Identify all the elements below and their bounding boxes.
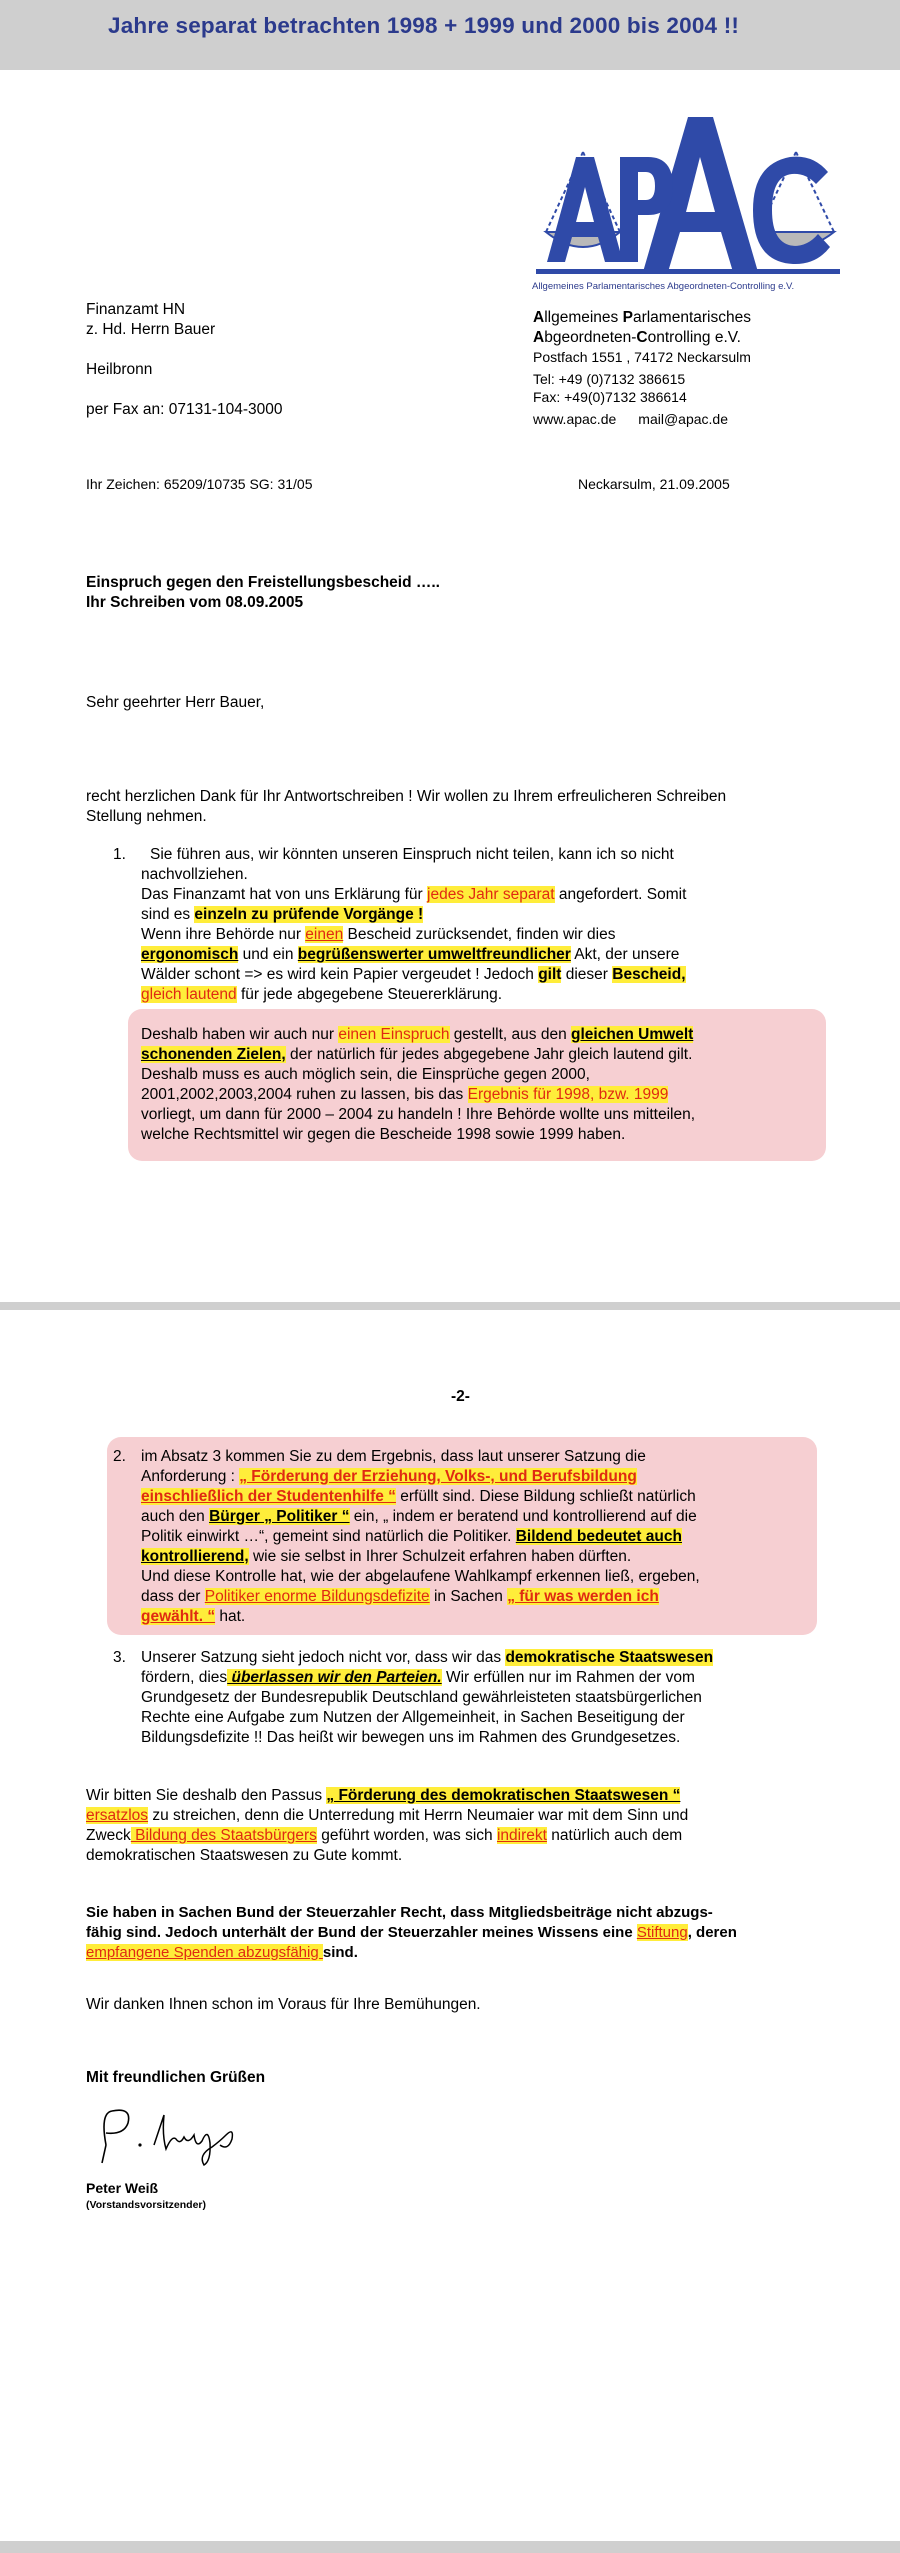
point2-line3: einschließlich der Studentenhilfe “ erfüllt sind. Diese Bildung schließt natürlich (141, 1488, 696, 1505)
box1-line2: schonenden Zielen, der natürlich für jedes abgegebene Jahr gleich lautend gilt. (141, 1046, 693, 1063)
box1-text (141, 1025, 811, 1145)
sender-tel: Tel: +49 (0)7132 386615 (533, 371, 686, 387)
point3-line4: Rechte eine Aufgabe zum Nutzen der Allgemeinheit, in Sachen Beseitigung der (141, 1709, 685, 1726)
signatory-name: Peter Weiß (86, 2180, 159, 2196)
point1-number: 1. (113, 846, 126, 863)
request-line1: Wir bitten Sie deshalb den Passus „ Förderung des demokratischen Staatswesen “ (86, 1787, 681, 1804)
reference-code: Ihr Zeichen: 65209/10735 SG: 31/05 (86, 476, 313, 492)
salutation: Sehr geehrter Herr Bauer, (86, 694, 265, 711)
subject-line1: Einspruch gegen den Freistellungsbescheid ….. (86, 574, 440, 591)
point1-line4: Wenn ihre Behörde nur einen Bescheid zurücksendet, finden wir dies (141, 926, 616, 943)
sender-mail-link[interactable]: mail@apac.de (638, 411, 728, 427)
apac-logo (528, 112, 848, 302)
point3-line2: fördern, dies überlassen wir den Parteien. Wir erfüllen nur im Rahmen der vom (141, 1669, 695, 1686)
point3-number: 3. (113, 1649, 126, 1666)
request-paragraph (86, 1786, 816, 1866)
point2-line5: Politik einwirkt …“, gemeint sind natürlich die Politiker. Bildend bedeutet auch (141, 1528, 682, 1545)
box1-line4: 2001,2002,2003,2004 ruhen zu lassen, bis das Ergebnis für 1998, bzw. 1999 (141, 1086, 669, 1103)
recipient-line1: Finanzamt HN (86, 301, 186, 318)
point1-line1: Sie führen aus, wir könnten unseren Einspruch nicht teilen, kann ich so nicht nachvollziehen. (141, 846, 674, 883)
subject-line2: Ihr Schreiben vom 08.09.2005 (86, 594, 304, 611)
sender-web-link[interactable]: www.apac.de (533, 411, 617, 427)
sender-name-line2: Abgeordneten-Controlling e.V. (533, 329, 741, 346)
box1-line6: welche Rechtsmittel wir gegen die Bescheide 1998 sowie 1999 haben. (141, 1126, 626, 1143)
banner-title: Jahre separat betrachten 1998 + 1999 und 2000 bis 2004 !! (108, 13, 740, 38)
signature (92, 2105, 262, 2175)
sender-fax: Fax: +49(0)7132 386614 (533, 389, 687, 405)
recipient-fax: per Fax an: 07131-104-3000 (86, 401, 283, 418)
logo-caption: Allgemeines Parlamentarisches Abgeordneten-Controlling e.V. (532, 281, 795, 292)
request-line2: ersatzlos zu streichen, denn die Unterredung mit Herrn Neumaier war mit dem Sinn und (86, 1807, 689, 1824)
sender-postbox: Postfach 1551 , 74172 Neckarsulm (533, 349, 751, 365)
point2-line9: gewählt. “ hat. (141, 1608, 246, 1625)
point2-line2: Anforderung : „ Förderung der Erziehung, Volks-, und Berufsbildung (141, 1468, 637, 1485)
sender-contact (533, 410, 751, 428)
sender-name-line1: Allgemeines Parlamentarisches (533, 309, 751, 326)
sender-block (533, 308, 751, 428)
point1-line3: sind es einzeln zu prüfende Vorgänge ! (141, 906, 424, 923)
point2-line4: auch den Bürger „ Politiker “ ein, „ indem er beratend und kontrollierend auf die (141, 1508, 697, 1525)
point3-line3: Grundgesetz der Bundesrepublik Deutschland gewährleisteten staatsbürgerlichen (141, 1689, 702, 1706)
intro-paragraph: recht herzlichen Dank für Ihr Antwortschreiben ! Wir wollen zu Ihrem erfreulicheren Schreiben Stellung nehmen. (86, 788, 727, 825)
tax-association-paragraph (86, 1903, 826, 1963)
point3-text (141, 1648, 821, 1748)
point2-line8: dass der Politiker enorme Bildungsdefizite in Sachen „ für was werden ich (141, 1588, 659, 1605)
point2-line1: im Absatz 3 kommen Sie zu dem Ergebnis, dass laut unserer Satzung die (141, 1448, 646, 1465)
bold-line1: Sie haben in Sachen Bund der Steuerzahler Recht, dass Mitgliedsbeiträge nicht abzugs- (86, 1904, 713, 1921)
point1-line7: gleich lautend für jede abgegebene Steuererklärung. (141, 986, 503, 1003)
recipient-address (86, 300, 282, 420)
place-date: Neckarsulm, 21.09.2005 (578, 476, 730, 492)
point1-line5: ergonomisch und ein begrüßenswerter umweltfreundlicher Akt, der unsere (141, 946, 680, 963)
point1-text (141, 845, 781, 1005)
box1-line3: Deshalb muss es auch möglich sein, die Einsprüche gegen 2000, (141, 1066, 590, 1083)
request-line3: Zweck Bildung des Staatsbürgers geführt worden, was sich indirekt natürlich auch dem (86, 1827, 683, 1844)
page-divider (0, 1302, 900, 1310)
closing: Mit freundlichen Grüßen (86, 2069, 266, 2086)
top-banner (0, 0, 900, 70)
subject (86, 573, 440, 613)
bold-line3: empfangene Spenden abzugsfähig sind. (86, 1944, 358, 1961)
point2-line6: kontrollierend, wie sie selbst in Ihrer Schulzeit erfahren haben dürften. (141, 1548, 632, 1565)
point3-line5: Bildungsdefizite !! Das heißt wir bewegen uns im Rahmen des Grundgesetzes. (141, 1729, 681, 1746)
recipient-line2: z. Hd. Herrn Bauer (86, 321, 216, 338)
bottom-bar (0, 2541, 900, 2553)
point2-number: 2. (113, 1448, 126, 1465)
bold-line2: fähig sind. Jedoch unterhält der Bund der Steuerzahler meines Wissens eine Stiftung, deren (86, 1924, 737, 1941)
page-number: -2- (451, 1388, 470, 1405)
recipient-city: Heilbronn (86, 361, 153, 378)
point3-line1: Unserer Satzung sieht jedoch nicht vor, dass wir das demokratische Staatswesen (141, 1649, 714, 1666)
point1-line2: Das Finanzamt hat von uns Erklärung für jedes Jahr separat angefordert. Somit (141, 886, 687, 903)
signatory-title: (Vorstandsvorsitzender) (86, 2199, 206, 2211)
point2-text (141, 1447, 811, 1627)
point2-line7: Und diese Kontrolle hat, wie der abgelaufene Wahlkampf erkennen ließ, ergeben, (141, 1568, 700, 1585)
box1-line5: vorliegt, um dann für 2000 – 2004 zu handeln ! Ihre Behörde wollte uns mitteilen, (141, 1106, 696, 1123)
box1-line1: Deshalb haben wir auch nur einen Einspruch gestellt, aus den gleichen Umwelt (141, 1026, 694, 1043)
request-line4: demokratischen Staatswesen zu Gute kommt. (86, 1847, 403, 1864)
point1-line6: Wälder schont => es wird kein Papier vergeudet ! Jedoch gilt dieser Bescheid, (141, 966, 686, 983)
thanks: Wir danken Ihnen schon im Voraus für Ihre Bemühungen. (86, 1996, 481, 2013)
